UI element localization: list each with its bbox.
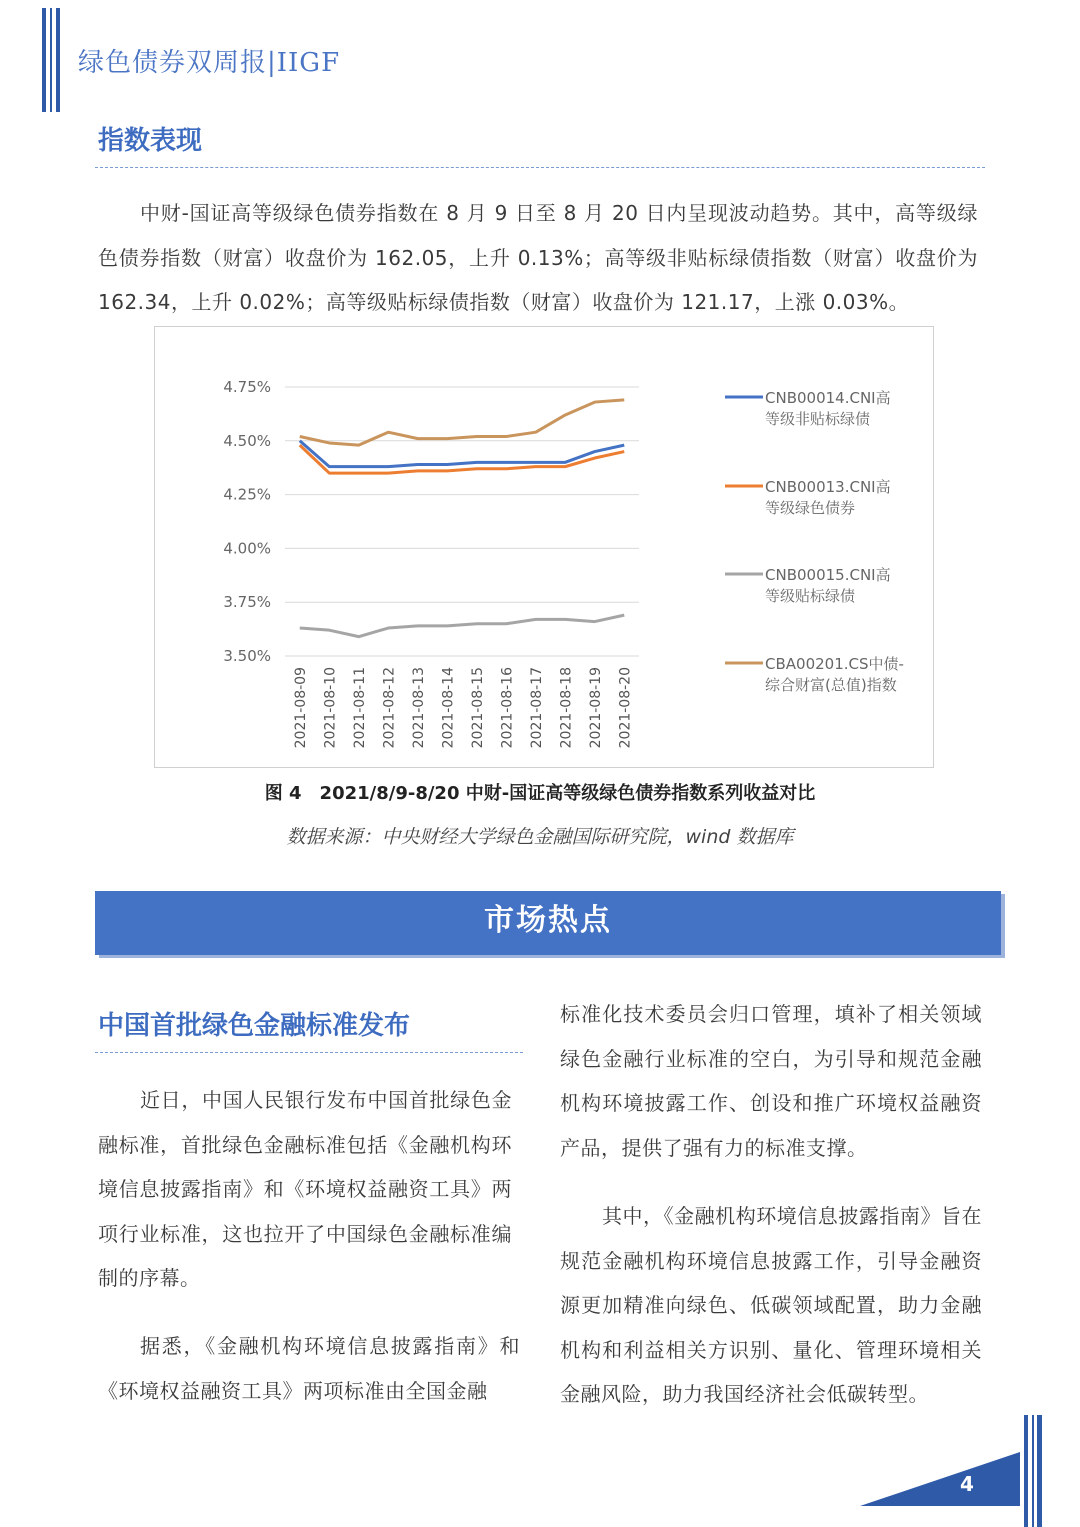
y-tick-label: 4.75% <box>223 378 271 396</box>
legend-label: CNB00013.CNI高 <box>765 478 891 496</box>
x-tick-label: 2021-08-12 <box>381 667 398 749</box>
right-paragraph-2: 其中，《金融机构环境信息披露指南》旨在规范金融机构环境信息披露工作，引导金融资源更加精准向绿色、低碳领域配置，助力金融机构和利益相关方识别、量化、管理环境相关金融风险，助力我国经济社会低碳转型。 <box>560 1204 982 1406</box>
right-paragraph-1: 标准化技术委员会归口管理，填补了相关领域绿色金融行业标准的空白，为引导和规范金融机构环境披露工作、创设和推广环境权益融资产品，提供了强有力的标准支撑。 <box>560 1002 982 1160</box>
y-tick-label: 3.50% <box>223 647 271 665</box>
x-tick-label: 2021-08-14 <box>440 667 457 749</box>
y-tick-label: 4.50% <box>223 431 271 450</box>
y-tick-label: 4.00% <box>223 539 271 558</box>
page-corner-triangle <box>860 1452 1020 1506</box>
legend-label: CBA00201.CS中债- <box>765 655 904 673</box>
figure-caption: 图 4 2021/8/9-8/20 中财-国证高等级绿色债券指数系列收益对比 <box>264 783 816 804</box>
x-tick-label: 2021-08-13 <box>410 667 427 749</box>
section-banner <box>95 891 1001 955</box>
section-divider <box>95 167 985 168</box>
x-tick-label: 2021-08-11 <box>351 667 368 749</box>
legend-label: 综合财富(总值)指数 <box>765 676 897 694</box>
series-line <box>300 400 625 445</box>
index-paragraph: 中财-国证高等级绿色债券指数在 8 月 9 日至 8 月 20 日内呈现波动趋势。其中，高等级绿色债券指数（财富）收盘价为 162.05，上升 0.13%；高等级非贴标绿债指数（财富）收盘价为 162.34，上升 0.02%；高等级贴标绿债指数（财富）收盘价为 121.17，上涨 0.03%。 <box>98 201 978 314</box>
legend-label: 等级非贴标绿债 <box>765 410 871 428</box>
x-tick-label: 2021-08-20 <box>617 667 634 749</box>
article-divider <box>95 1052 523 1053</box>
legend-label: CNB00015.CNI高 <box>765 566 891 584</box>
x-tick-label: 2021-08-16 <box>499 667 516 749</box>
x-tick-label: 2021-08-10 <box>322 667 339 749</box>
report-header-title: 绿色债券双周报|IIGF <box>78 48 341 78</box>
left-paragraph-1: 近日，中国人民银行发布中国首批绿色金融标准，首批绿色金融标准包括《金融机构环境信息披露指南》和《环境权益融资工具》两项行业标准，这也拉开了中国绿色金融标准编制的序幕。 <box>98 1088 512 1290</box>
x-tick-label: 2021-08-19 <box>587 667 604 749</box>
legend-label: 等级绿色债券 <box>765 499 856 517</box>
x-tick-label: 2021-08-18 <box>558 667 575 749</box>
series-line <box>300 615 625 637</box>
data-source-note: 数据来源：中央财经大学绿色金融国际研究院，wind 数据库 <box>286 826 794 848</box>
banner-title: 市场热点 <box>484 903 612 938</box>
legend-label: CNB00014.CNI高 <box>765 389 891 407</box>
chart-container <box>154 326 934 768</box>
y-tick-label: 4.25% <box>223 485 271 504</box>
article-title: 中国首批绿色金融标准发布 <box>98 1011 411 1041</box>
x-tick-label: 2021-08-17 <box>528 667 545 749</box>
x-tick-label: 2021-08-15 <box>469 667 486 749</box>
line-chart <box>155 327 933 767</box>
footer-decoration-bars <box>1024 1415 1044 1527</box>
y-tick-label: 3.75% <box>223 593 271 612</box>
header-decoration-bars <box>42 8 64 112</box>
page-number: 4 <box>960 1472 974 1496</box>
section-title-index: 指数表现 <box>98 126 203 156</box>
x-tick-label: 2021-08-09 <box>292 667 309 749</box>
left-paragraph-2: 据悉，《金融机构环境信息披露指南》和《环境权益融资工具》两项标准由全国金融 <box>98 1334 520 1403</box>
legend-label: 等级贴标绿债 <box>765 587 856 605</box>
